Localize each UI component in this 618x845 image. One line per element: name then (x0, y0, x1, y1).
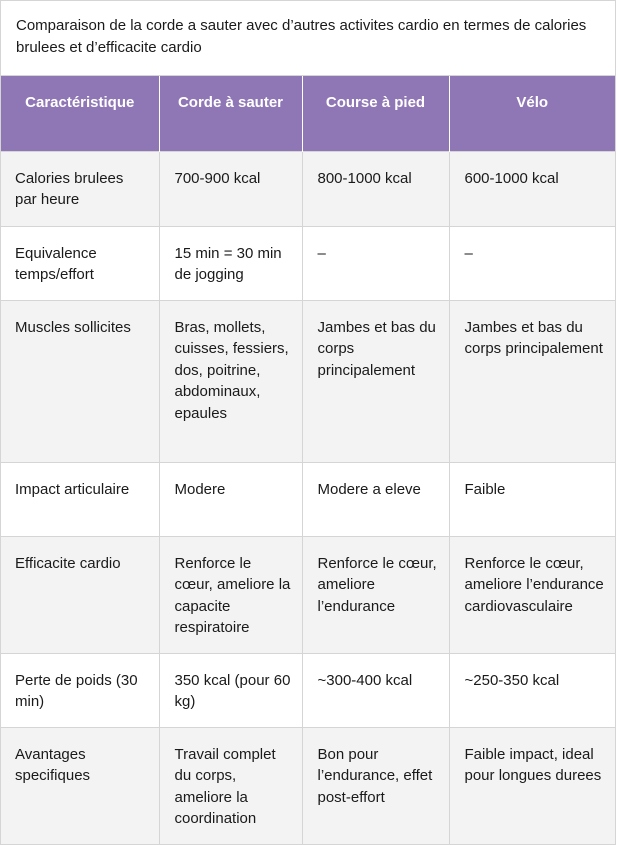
header-cell-cycling: Vélo (449, 76, 615, 151)
row-label: Perte de poids (30 min) (1, 653, 159, 727)
table-cell: ~300-400 kcal (302, 653, 449, 727)
table-cell: 700-900 kcal (159, 151, 302, 226)
table-cell: Bras, mollets, cuisses, fessiers, dos, poitrine, abdominaux, epaules (159, 300, 302, 462)
header-cell-running: Course à pied (302, 76, 449, 151)
table-cell: Modere (159, 462, 302, 536)
table-row (1, 653, 615, 727)
table-row (1, 151, 615, 226)
table-cell: 15 min = 30 min de jogging (159, 226, 302, 300)
table-cell: Faible (449, 462, 615, 536)
table-row (1, 727, 615, 844)
table-cell: Modere a eleve (302, 462, 449, 536)
table-row (1, 536, 615, 653)
table-cell: Jambes et bas du corps principalement (302, 300, 449, 462)
table-cell: 350 kcal (pour 60 kg) (159, 653, 302, 727)
row-label: Impact articulaire (1, 462, 159, 536)
table-cell: 600-1000 kcal (449, 151, 615, 226)
row-label: Efficacite cardio (1, 536, 159, 653)
row-label: Equivalence temps/effort (1, 226, 159, 300)
table-cell: Bon pour l’endurance, effet post-effort (302, 727, 449, 844)
comparison-table (1, 76, 615, 844)
table-cell: – (449, 226, 615, 300)
table-cell: Renforce le cœur, ameliore la capacite respiratoire (159, 536, 302, 653)
table-caption: Comparaison de la corde a sauter avec d’autres activites cardio en termes de calories brulees et d’efficacite cardio (1, 1, 615, 76)
table-row (1, 300, 615, 462)
table-cell: Jambes et bas du corps principalement (449, 300, 615, 462)
header-cell-characteristic: Caractéristique (1, 76, 159, 151)
table-row (1, 462, 615, 536)
row-label: Muscles sollicites (1, 300, 159, 462)
row-label: Calories brulees par heure (1, 151, 159, 226)
table-cell: – (302, 226, 449, 300)
row-label: Avantages specifiques (1, 727, 159, 844)
table-cell: Travail complet du corps, ameliore la coordination (159, 727, 302, 844)
table-cell: ~250-350 kcal (449, 653, 615, 727)
table-row (1, 226, 615, 300)
table-cell: 800-1000 kcal (302, 151, 449, 226)
header-cell-jump-rope: Corde à sauter (159, 76, 302, 151)
table-cell: Faible impact, ideal pour longues durees (449, 727, 615, 844)
table-header-row (1, 76, 615, 151)
table-cell: Renforce le cœur, ameliore l’endurance cardiovasculaire (449, 536, 615, 653)
table-cell: Renforce le cœur, ameliore l’endurance (302, 536, 449, 653)
